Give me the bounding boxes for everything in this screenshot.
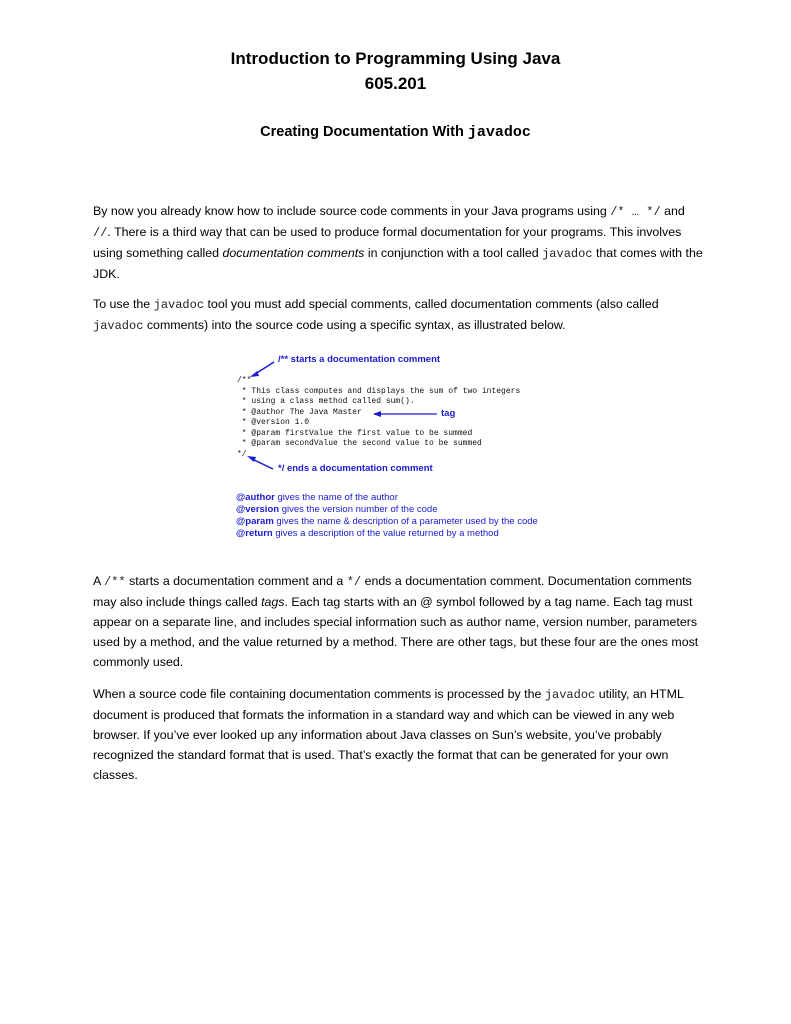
code-line: * @param firstValue the first value to be summed	[237, 429, 473, 438]
text: . There is a third way that can be used to produce formal documentation for your programs. This involves using something called	[93, 225, 682, 260]
text: tool you must add special comments, called documentation comments (also called	[204, 297, 659, 311]
end-comment-annotation: */ ends a documentation comment	[278, 463, 433, 474]
text: ends a documentation comment. Documentation comments may also include things called	[93, 574, 692, 609]
paragraph-intro	[93, 201, 705, 284]
legend-param: @param gives the name & description of a parameter used by the code	[236, 516, 538, 527]
code-line: */	[237, 450, 247, 459]
inline-code: /* … */	[610, 205, 661, 219]
legend-return: @return gives a description of the value returned by a method	[236, 528, 499, 539]
code-line: * @param secondValue the second value to be summed	[237, 439, 482, 448]
course-number: 605.201	[364, 74, 427, 93]
section-heading	[0, 124, 791, 141]
text: To use the	[93, 297, 154, 311]
text: starts a documentation comment and a	[125, 574, 347, 588]
section-heading-text: Creating Documentation With	[260, 124, 468, 140]
inline-code: //	[93, 226, 108, 240]
text: By now you already know how to include source code comments in your Java programs using	[93, 204, 611, 218]
start-comment-annotation: /** starts a documentation comment	[278, 354, 441, 365]
code-line: * This class computes and displays the sum of two integers	[237, 387, 521, 396]
inline-code: javadoc	[542, 247, 593, 261]
page-title: Introduction to Programming Using Java	[230, 49, 561, 68]
code-line: * @version 1.0	[237, 418, 310, 427]
emphasis: tags	[261, 595, 285, 609]
paragraph-tags	[93, 571, 705, 672]
text: in conjunction with a tool called	[364, 246, 543, 260]
text: When a source code file containing documentation comments is processed by the	[93, 687, 545, 701]
inline-code: javadoc	[93, 319, 144, 333]
inline-code: */	[346, 575, 362, 589]
emphasis: documentation comments	[222, 246, 365, 260]
text: . Each tag starts with an @ symbol followed by a tag name. Each tag must appear on a separate line, and includes special information such as author name, version number, parameters used by a method, and the value returned by a method. There are other tags, but these four are the ones most commonly used.	[93, 595, 699, 669]
text: comments) into the source code using a specific syntax, as illustrated below.	[143, 318, 566, 332]
legend-author: @author gives the name of the author	[236, 492, 398, 503]
inline-code: javadoc	[544, 688, 596, 702]
code-line: * using a class method called sum().	[237, 397, 415, 406]
paragraph-usage	[93, 294, 705, 336]
text: A	[93, 574, 105, 588]
section-heading-code: javadoc	[467, 124, 531, 141]
code-line: * @author The Java Master	[237, 408, 362, 417]
legend-version: @version gives the version number of the code	[236, 504, 438, 515]
paragraph-output	[93, 684, 705, 785]
code-line: /**	[237, 376, 252, 385]
tag-annotation: tag	[441, 408, 456, 419]
javadoc-figure	[230, 352, 560, 542]
inline-code: javadoc	[153, 298, 205, 312]
inline-code: /**	[104, 575, 126, 589]
text: that comes with the JDK.	[93, 246, 703, 281]
text: and	[660, 204, 685, 218]
text: utility, an HTML document is produced that formats the information in a standard way and which can be viewed in any web browser. If you’ve ever looked up any information about Java classes on Sun’s website, you’ve probably recognized the standard format that is used. That’s exactly the format that can be generated for your own classes.	[93, 687, 684, 782]
